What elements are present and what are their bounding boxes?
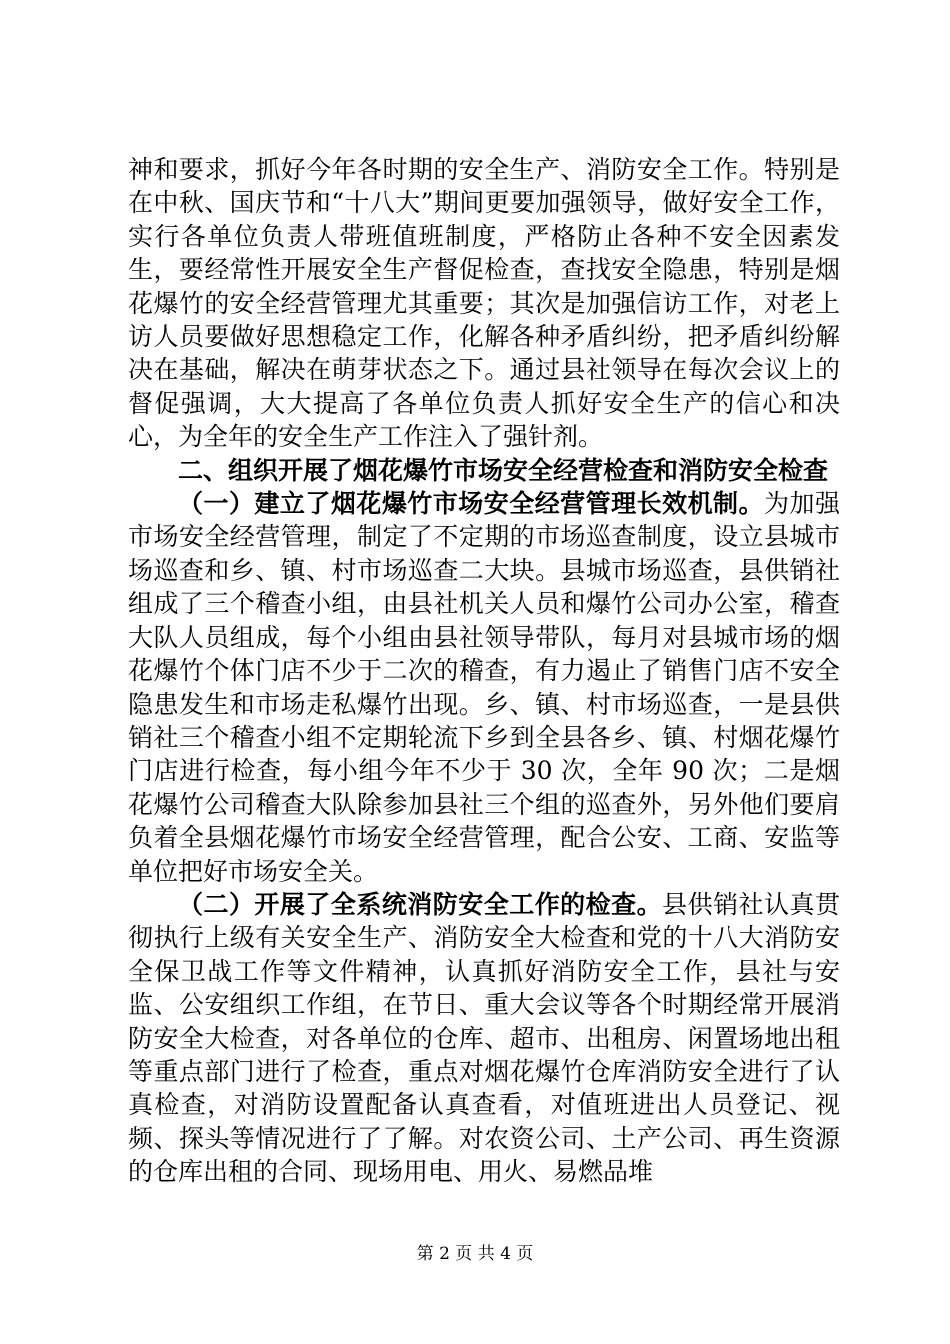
section-heading-2: 二、组织开展了烟花爆竹市场安全经营检查和消防安全检查 — [178, 455, 829, 485]
paragraph-continuation: 神和要求，抓好今年各时期的安全生产、消防安全工作。特别是在中秋、国庆节和“十八大”期间更要加强领导，做好安全工作，实行各单位负责人带班值班制度，严格防止各种不安全因素发生，要经常性开展安全生产督促检查，查找安全隐患，特别是烟花爆竹的安全经营管理尤其重要；其次是加强信访工作，对老上访人员要做好思想稳定工作，化解各种矛盾纠纷，把矛盾纠纷解决在基础，解决在萌芽状态之下。通过县社领导在每次会议上的督促强调，大大提高了各单位负责人抓好安全生产的信心和决心，为全年的安全生产工作注入了强针剂。 — [128, 155, 840, 452]
subsection-2-heading: （二）开展了全系统消防安全工作的检查。 — [178, 889, 663, 919]
subsection-1-heading: （一）建立了烟花爆竹市场安全经营管理长效机制。 — [178, 489, 765, 519]
subsection-1 — [128, 487, 840, 888]
subsection-2 — [128, 888, 840, 1189]
page-footer: 第 2 页 共 4 页 — [416, 1244, 534, 1264]
subsection-2-body: 县供销社认真贯彻执行上级有关安全生产、消防安全大检查和党的十八大消防安全保卫战工作等文件精神，认真抓好消防安全工作，县社与安监、公安组织工作组，在节日、重大会议等各个时期经常开展消防安全大检查，对各单位的仓库、超市、出租房、闲置场地出租等重点部门进行了检查，重点对烟花爆竹仓库消防安全进行了认真检查，对消防设置配备认真查看，对值班进出人员登记、视频、探头等情况进行了了解。对农资公司、土产公司、再生资源的仓库出租的合同、现场用电、用火、易燃品堆 — [128, 889, 840, 1187]
document-body — [128, 153, 840, 1189]
subsection-1-body: 为加强市场安全经营管理，制定了不定期的市场巡查制度，设立县城市场巡查和乡、镇、村市场巡查二大块。县城市场巡查，县供销社组成了三个稽查小组，由县社机关人员和爆竹公司办公室，稽查大队人员组成，每个小组由县社领导带队，每月对县城市场的烟花爆竹个体门店不少于二次的稽查，有力遏止了销售门店不安全隐患发生和市场走私爆竹出现。乡、镇、村市场巡查，一是县供销社三个稽查小组不定期轮流下乡到全县各乡、镇、村烟花爆竹门店进行检查，每小组今年不少于 30 次，全年 90 次；二是烟花爆竹公司稽查大队除参加县社三个组的巡查外，另外他们要肩负着全县烟花爆竹市场安全经营管理，配合公安、工商、安监等单位把好市场安全关。 — [128, 489, 840, 886]
